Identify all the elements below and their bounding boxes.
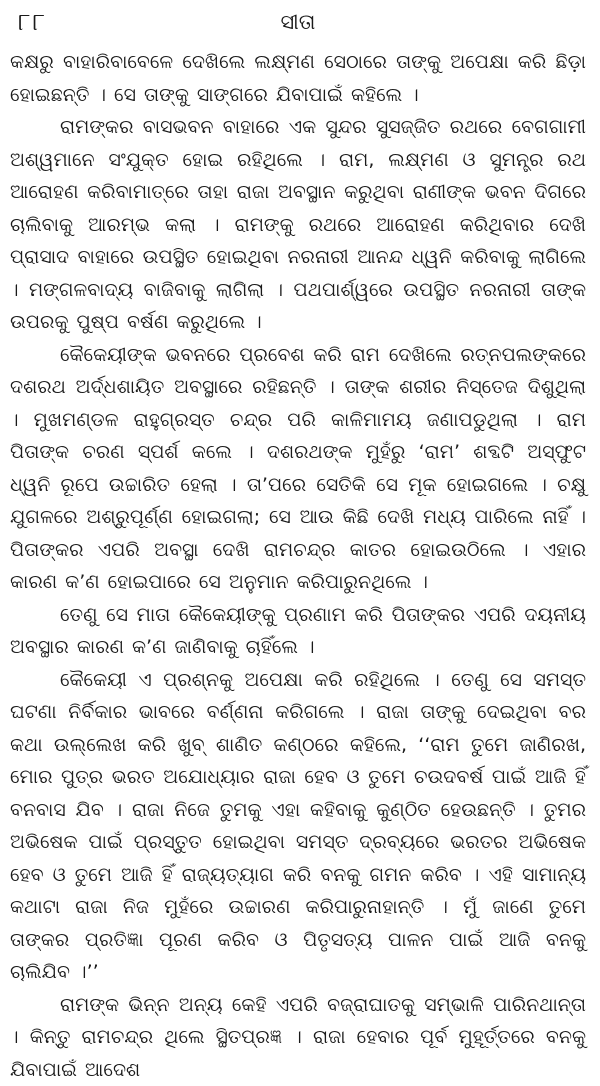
paragraph-1: କକ୍ଷରୁ ବାହାରିବାବେଳେ ଦେଖିଲେ ଲକ୍ଷ୍ମଣ ସେଠାରେ ତାଙ୍କୁ ଅପେକ୍ଷା କରି ଛିଡ଼ା ହୋଇଛନ୍ତି । ସେ ତାଙ୍କୁ ସାଙ୍ଗରେ ଯିବାପାଇଁ କହିଲେ । <box>10 46 586 111</box>
page-number: ୮୮ <box>18 8 47 36</box>
page-header <box>10 0 586 46</box>
paragraph-2: ରାମଙ୍କର ବାସଭବନ ବାହାରେ ଏକ ସୁନ୍ଦର ସୁସଜ୍ଜିତ ରଥରେ ବେଗଗାମୀ ଅଶ୍ୱମାନେ ସଂଯୁକ୍ତ ହୋଇ ରହିଥିଲେ । ରାମ, ଲକ୍ଷ୍ମଣ ଓ ସୁମନ୍ତ୍ର ରଥ ଆରୋହଣ କରିବାମାତ୍ରେ ତାହା ରାଜା ଅବସ୍ଥାନ କରୁଥିବା ରାଣୀଙ୍କ ଭବନ ଦିଗରେ ଚାଲିବାକୁ ଆରମ୍ଭ କଲା । ରାମଙ୍କୁ ରଥରେ ଆରୋହଣ କରିଥିବାର ଦେଖି ପ୍ରାସାଦ ବାହାରେ ଉପସ୍ଥିତ ହୋଇଥିବା ନରନାରୀ ଆନନ୍ଦ ଧ୍ୱନି କରିବାକୁ ଲାଗିଲେ । ମଙ୍ଗଳବାଦ୍ୟ ବାଜିବାକୁ ଲାଗିଲା । ପଥପାର୍ଶ୍ୱରେ ଉପସ୍ଥିତ ନରନାରୀ ତାଙ୍କ ଉପରକୁ ପୁଷ୍ପ ବର୍ଷଣ କରୁଥିଲେ । <box>10 111 586 339</box>
paragraph-6: ରାମଙ୍କ ଭିନ୍ନ ଅନ୍ୟ କେହି ଏପରି ବଜ୍ରାଘାତକୁ ସମ୍ଭାଳି ପାରିନଥାନ୍ତା । କିନ୍ତୁ ରାମଚନ୍ଦ୍ର ଥିଲେ ସ୍ଥିତପ୍ରଜ୍ଞ । ରାଜା ହେବାର ପୂର୍ବ ମୁହୂର୍ତ୍ତରେ ବନକୁ ଯିବାପାଇଁ ଆଦେଶ <box>10 989 586 1086</box>
running-title: ସୀତା <box>10 10 586 35</box>
paragraph-4: ତେଣୁ ସେ ମାତା କୈକେୟୀଙ୍କୁ ପ୍ରଣାମ କରି ପିତାଙ୍କର ଏପରି ଦୟନୀୟ ଅବସ୍ଥାର କାରଣ କ’ଣ ଜାଣିବାକୁ ଚାହିଁଲେ । <box>10 599 586 664</box>
body-text <box>10 46 586 1086</box>
paragraph-5: କୈକେୟୀ ଏ ପ୍ରଶ୍ନକୁ ଅପେକ୍ଷା କରି ରହିଥିଲେ । ତେଣୁ ସେ ସମସ୍ତ ଘଟଣା ନିର୍ବିକାର ଭାବରେ ବର୍ଣ୍ଣନା କରିଗଲେ । ରାଜା ତାଙ୍କୁ ଦେଇଥିବା ବର କଥା ଉଲ୍ଲେଖ କରି ଖୁବ୍ ଶାଣିତ କଣ୍ଠରେ କହିଲେ, ‘‘ରାମ ତୁମେ ଜାଣିରଖ, ମୋର ପୁତ୍ର ଭରତ ଅଯୋଧ୍ୟାର ରାଜା ହେବ ଓ ତୁମେ ଚଉଦବର୍ଷ ପାଇଁ ଆଜି ହିଁ ବନବାସ ଯିବ । ରାଜା ନିଜେ ତୁମକୁ ଏହା କହିବାକୁ କୁଣ୍ଠିତ ହେଉଛନ୍ତି । ତୁମର ଅଭିଷେକ ପାଇଁ ପ୍ରସ୍ତୁତ ହୋଇଥିବା ସମସ୍ତ ଦ୍ରବ୍ୟରେ ଭରତର ଅଭିଷେକ ହେବ ଓ ତୁମେ ଆଜି ହିଁ ରାଜ୍ୟତ୍ୟାଗ କରି ବନକୁ ଗମନ କରିବ । ଏହି ସାମାନ୍ୟ କଥାଟା ରାଜା ନିଜ ମୁହଁରେ ଉଚ୍ଚାରଣ କରିପାରୁନାହାନ୍ତି । ମୁଁ ଜାଣେ ତୁମେ ତାଙ୍କର ପ୍ରତିଜ୍ଞା ପୂରଣ କରିବ ଓ ପିତୃସତ୍ୟ ପାଳନ ପାଇଁ ଆଜି ବନକୁ ଚାଲିଯିବ ।’’ <box>10 664 586 989</box>
paragraph-3: କୈକେୟୀଙ୍କ ଭବନରେ ପ୍ରବେଶ କରି ରାମ ଦେଖିଲେ ରତ୍ନପଲଙ୍କରେ ଦଶରଥ ଅର୍ଦ୍ଧଶାୟିତ ଅବସ୍ଥାରେ ରହିଛନ୍ତି । ତାଙ୍କ ଶରୀର ନିସ୍ତେଜ ଦିଶୁଥିଲା । ମୁଖମଣ୍ଡଳ ରାହୁଗ୍ରସ୍ତ ଚନ୍ଦ୍ର ପରି କାଳିମାମୟ ଜଣାପଡୁଥିଲା । ରାମ ପିତାଙ୍କ ଚରଣ ସ୍ପର୍ଶ କଲେ । ଦଶରଥଙ୍କ ମୁହଁରୁ ‘ରାମ’ ଶବ୍ଦଟି ଅସ୍ଫୁଟ ଧ୍ୱନି ରୂପେ ଉଚ୍ଚାରିତ ହେଲା । ତା’ପରେ ସେତିକି ସେ ମୂକ ହୋଇଗଲେ । ଚକ୍ଷୁ ଯୁଗଳରେ ଅଶ୍ରୁପୂର୍ଣ୍ଣ ହୋଇଗଲା; ସେ ଆଉ କିଛି ଦେଖି ମଧ୍ୟ ପାରିଲେ ନାହିଁ । ପିତାଙ୍କର ଏପରି ଅବସ୍ଥା ଦେଖି ରାମଚନ୍ଦ୍ର କାତର ହୋଇଉଠିଲେ । ଏହାର କାରଣ କ’ଣ ହୋଇପାରେ ସେ ଅନୁମାନ କରିପାରୁନଥିଲେ । <box>10 339 586 599</box>
